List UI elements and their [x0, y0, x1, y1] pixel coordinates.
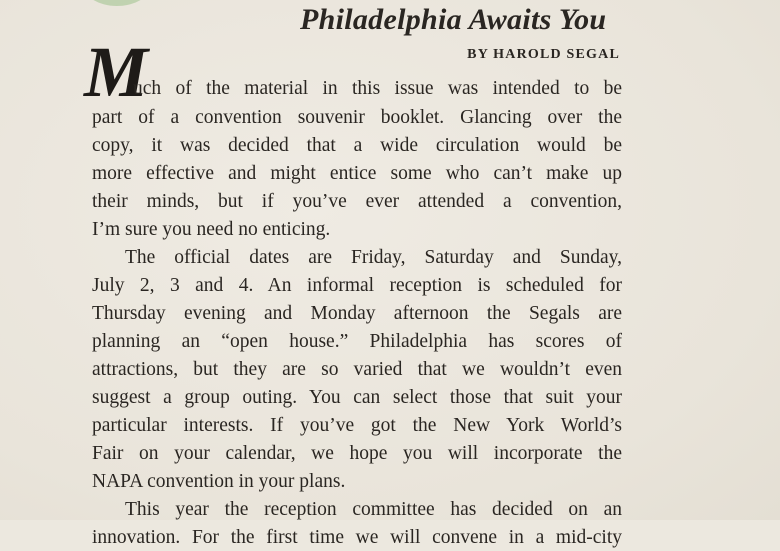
article-byline: BY HAROLD SEGAL: [467, 47, 620, 62]
text-line: copy, it was decided that a wide circulation would be: [92, 135, 622, 156]
text-line: innovation. For the first time we will convene in a mid-city: [92, 527, 622, 548]
article-title: Philadelphia Awaits You: [300, 3, 607, 36]
text-line: more effective and might entice some who can’t make up: [92, 163, 622, 184]
drop-cap: M: [84, 32, 149, 112]
text-line: attractions, but they are so varied that we wouldn’t even: [92, 359, 622, 380]
text-line: their minds, but if you’ve ever attended a convention,: [92, 191, 622, 212]
text-line: This year the reception committee has decided on an: [125, 499, 622, 520]
text-line: particular interests. If you’ve got the New York World’s: [92, 415, 622, 436]
text-line: I’m sure you need no enticing.: [92, 219, 331, 240]
text-line: part of a convention souvenir booklet. Glancing over the: [92, 107, 622, 128]
text-line: July 2, 3 and 4. An informal reception is scheduled for: [92, 275, 622, 296]
text-line: planning an “open house.” Philadelphia has scores of: [92, 331, 622, 352]
text-line: uch of the material in this issue was intended to be: [133, 78, 622, 99]
text-line: Fair on your calendar, we hope you will incorporate the: [92, 443, 622, 464]
text-line: suggest a group outing. You can select those that suit your: [92, 387, 622, 408]
text-line: Thursday evening and Monday afternoon the Segals are: [92, 303, 622, 324]
text-line: The official dates are Friday, Saturday and Sunday,: [125, 247, 622, 268]
text-line: NAPA convention in your plans.: [92, 471, 346, 492]
